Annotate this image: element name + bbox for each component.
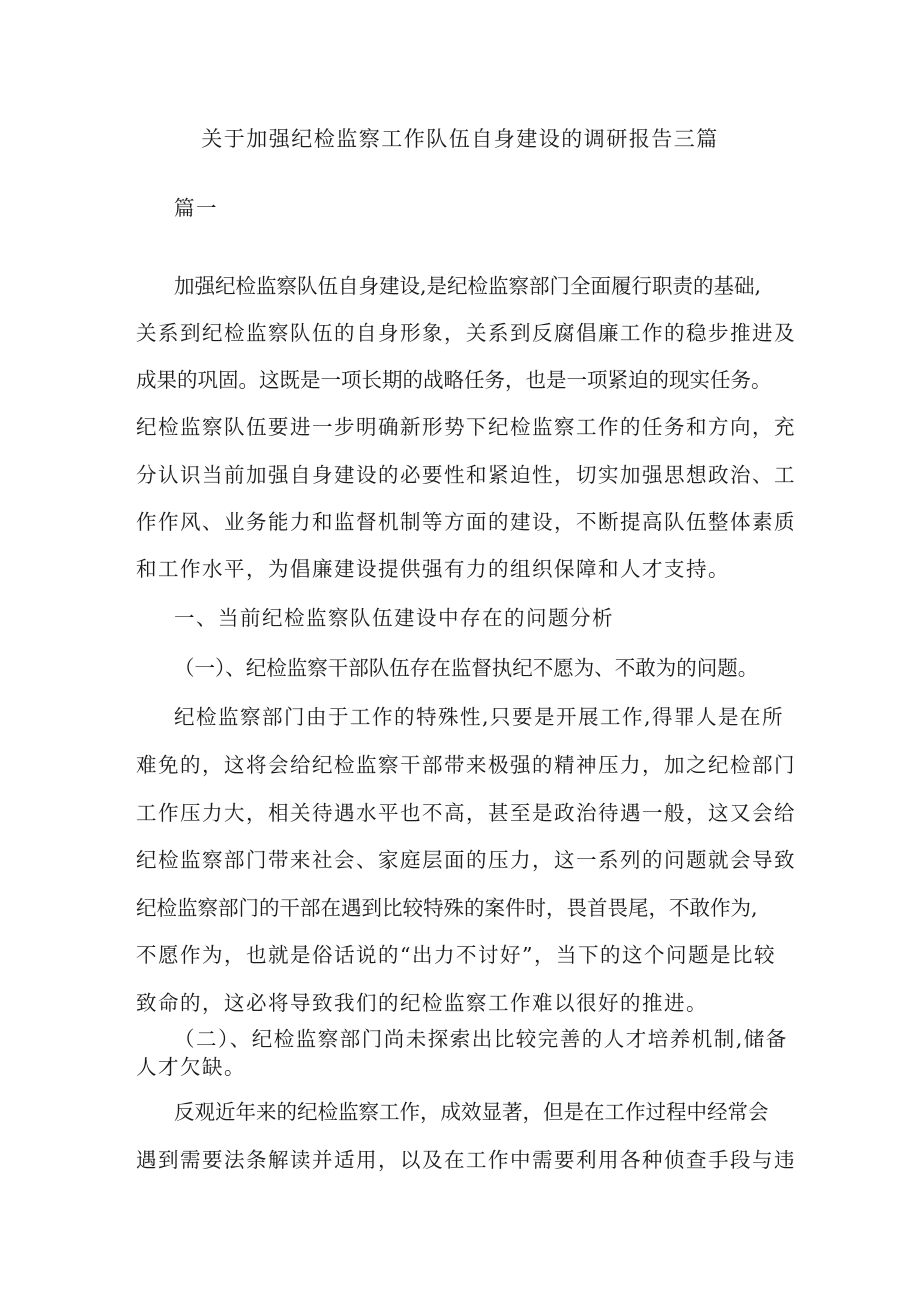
paragraph-line: 反观近年来的纪检监察工作，成效显著，但是在工作过程中经常会 [174, 1100, 769, 1124]
paragraph-line: 致命的，这必将导致我们的纪检监察工作难以很好的推进。 [136, 991, 708, 1015]
subsection-heading-continued: 人才欠缺。 [136, 1055, 246, 1079]
paragraph-line: 纪检监察部门由于工作的特殊性,只要是开展工作,得罪人是在所 [174, 705, 785, 729]
paragraph-line: 作作风、业务能力和监督机制等方面的建设，不断提高队伍整体素质 [136, 510, 796, 534]
paragraph-line: 关系到纪检监察队伍的自身形象，关系到反腐倡廉工作的稳步推进及 [136, 321, 796, 345]
paragraph-line: 加强纪检监察队伍自身建设,是纪检监察部门全面履行职责的基础, [174, 274, 762, 298]
section-label: 篇一 [174, 196, 218, 220]
paragraph-line: 分认识当前加强自身建设的必要性和紧迫性，切实加强思想政治、工 [136, 463, 796, 487]
paragraph-line: 纪检监察部门带来社会、家庭层面的压力，这一系列的问题就会导致 [136, 848, 796, 872]
paragraph-line: 难免的，这将会给纪检监察干部带来极强的精神压力，加之纪检部门 [136, 753, 796, 777]
section-heading: 一、当前纪检监察队伍建设中存在的问题分析 [174, 606, 614, 630]
paragraph-line: 不愿作为，也就是俗话说的“出力不讨好”，当下的这个问题是比较 [136, 943, 776, 967]
paragraph-line: 工作压力大，相关待遇水平也不高，甚至是政治待遇一般，这又会给 [136, 801, 796, 825]
subsection-heading: （二）、纪检监察部门尚未探索出比较完善的人才培养机制,储备 [174, 1027, 788, 1051]
paragraph-line: 成果的巩固。这既是一项长期的战略任务，也是一项紧迫的现实任务。 [136, 368, 772, 392]
paragraph-line: 和工作水平，为倡廉建设提供强有力的组织保障和人才支持。 [136, 557, 730, 581]
paragraph-line: 遇到需要法条解读并适用，以及在工作中需要利用各种侦查手段与违 [136, 1148, 796, 1172]
paragraph-line: 纪检监察部门的干部在遇到比较特殊的案件时，畏首畏尾，不敢作为, [136, 896, 758, 920]
document-title: 关于加强纪检监察工作队伍自身建设的调研报告三篇 [201, 127, 719, 151]
paragraph-line: 纪检监察队伍要进一步明确新形势下纪检监察工作的任务和方向，充 [136, 415, 796, 439]
subsection-heading: （一）、纪检监察干部队伍存在监督执纪不愿为、不敢为的问题。 [174, 656, 759, 680]
